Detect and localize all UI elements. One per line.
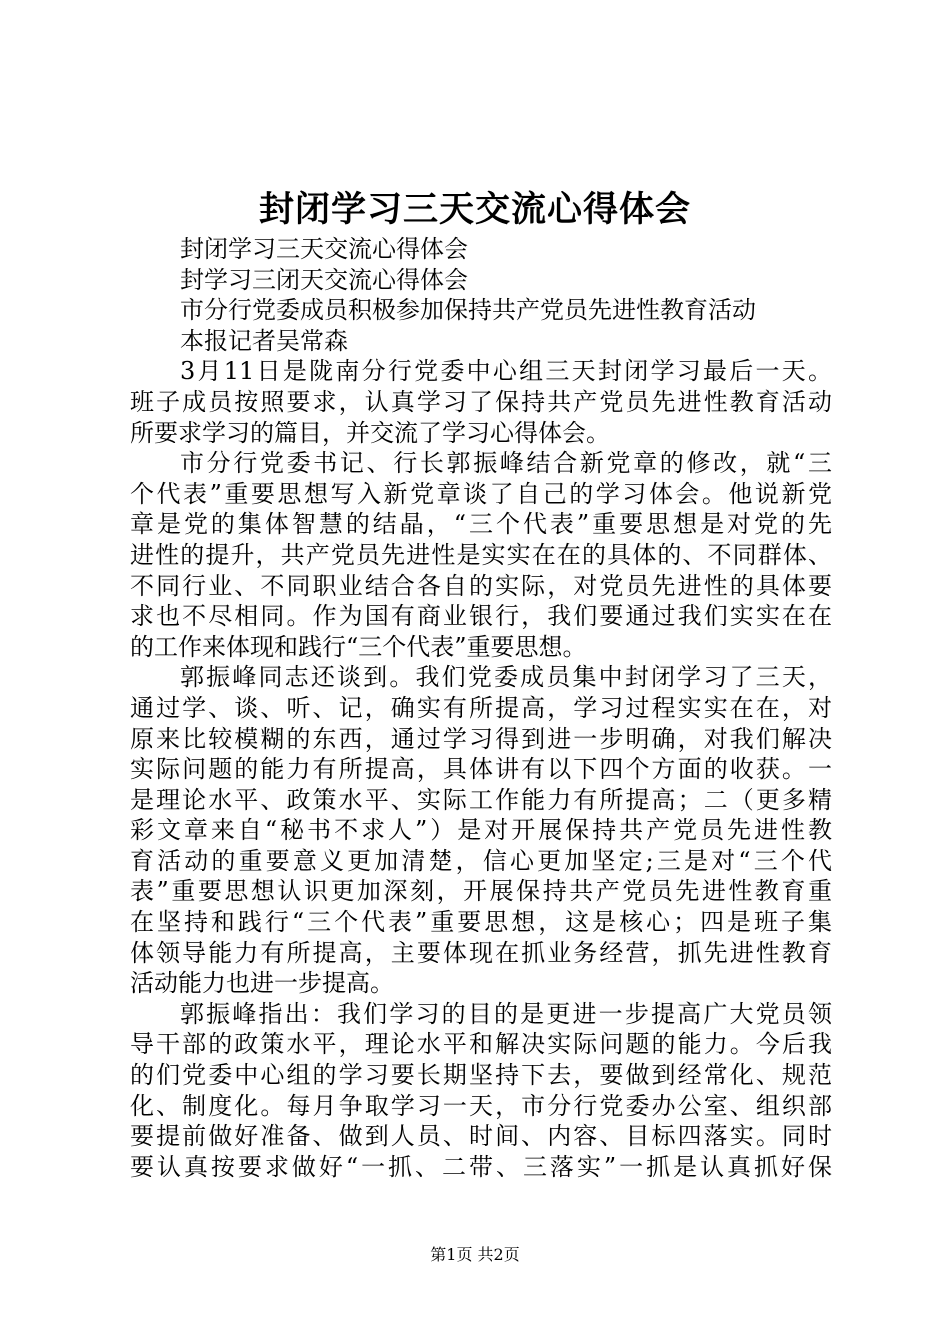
page-footer: 第1页 共2页	[430, 1245, 520, 1264]
text-line: 彩文章来自“秘书不求人”）是对开展保持共产党员先进性教	[130, 816, 832, 845]
text-line: 活动能力也进一步提高。	[130, 969, 394, 998]
text-line: 市分行党委书记、行长郭振峰结合新党章的修改，就“三	[180, 449, 832, 478]
document-title: 封闭学习三天交流心得体会	[258, 189, 691, 230]
text-line: 郭振峰同志还谈到。我们党委成员集中封闭学习了三天，	[180, 663, 832, 692]
text-line: 3月11日是陇南分行党委中心组三天封闭学习最后一天。	[180, 357, 832, 386]
text-line: 所要求学习的篇目，并交流了学习心得体会。	[130, 418, 610, 447]
text-line: 的工作来体现和践行“三个代表”重要思想。	[130, 632, 587, 661]
text-line: 通过学、谈、听、记，确实有所提高，学习过程实实在在，对	[130, 693, 832, 722]
text-line: 封学习三闭天交流心得体会	[180, 265, 468, 294]
text-line: 进性的提升，共产党员先进性是实实在在的具体的、不同群体、	[130, 540, 832, 569]
text-line: 个代表”重要思想写入新党章谈了自己的学习体会。他说新党	[130, 479, 832, 508]
text-line: 市分行党委成员积极参加保持共产党员先进性教育活动	[180, 296, 756, 325]
document-body	[130, 234, 832, 1182]
text-line: 郭振峰指出：我们学习的目的是更进一步提高广大党员领	[180, 999, 832, 1028]
text-line: 封闭学习三天交流心得体会	[180, 235, 468, 263]
text-line: 本报记者吴常森	[180, 326, 348, 355]
text-line: 章是党的集体智慧的结晶，“三个代表”重要思想是对党的先	[130, 510, 832, 539]
text-line: 体领导能力有所提高，主要体现在抓业务经营，抓先进性教育	[130, 938, 832, 967]
text-line: 表”重要思想认识更加深刻，开展保持共产党员先进性教育重	[130, 877, 832, 906]
text-line: 在坚持和践行“三个代表”重要思想，这是核心；四是班子集	[130, 908, 832, 937]
text-line: 要认真按要求做好“一抓、二带、三落实”一抓是认真抓好保	[130, 1152, 832, 1181]
text-line: 原来比较模糊的东西，通过学习得到进一步明确，对我们解决	[130, 724, 832, 753]
text-line: 的们党委中心组的学习要长期坚持下去，要做到经常化、规范	[130, 1061, 832, 1090]
text-line: 求也不尽相同。作为国有商业银行，我们要通过我们实实在在	[130, 602, 832, 631]
text-line: 要提前做好准备、做到人员、时间、内容、目标四落实。同时	[130, 1122, 832, 1151]
text-line: 实际问题的能力有所提高，具体讲有以下四个方面的收获。一	[130, 755, 832, 784]
text-line: 化、制度化。每月争取学习一天，市分行党委办公室、组织部	[130, 1091, 832, 1120]
text-line: 育活动的重要意义更加清楚，信心更加坚定;三是对“三个代	[130, 846, 832, 875]
text-line: 班子成员按照要求，认真学习了保持共产党员先进性教育活动	[130, 387, 832, 416]
text-line: 是理论水平、政策水平、实际工作能力有所提高；二（更多精	[130, 785, 832, 814]
text-line: 不同行业、不同职业结合各自的实际，对党员先进性的具体要	[130, 571, 832, 600]
text-line: 导干部的政策水平，理论水平和解决实际问题的能力。今后我	[130, 1030, 832, 1059]
